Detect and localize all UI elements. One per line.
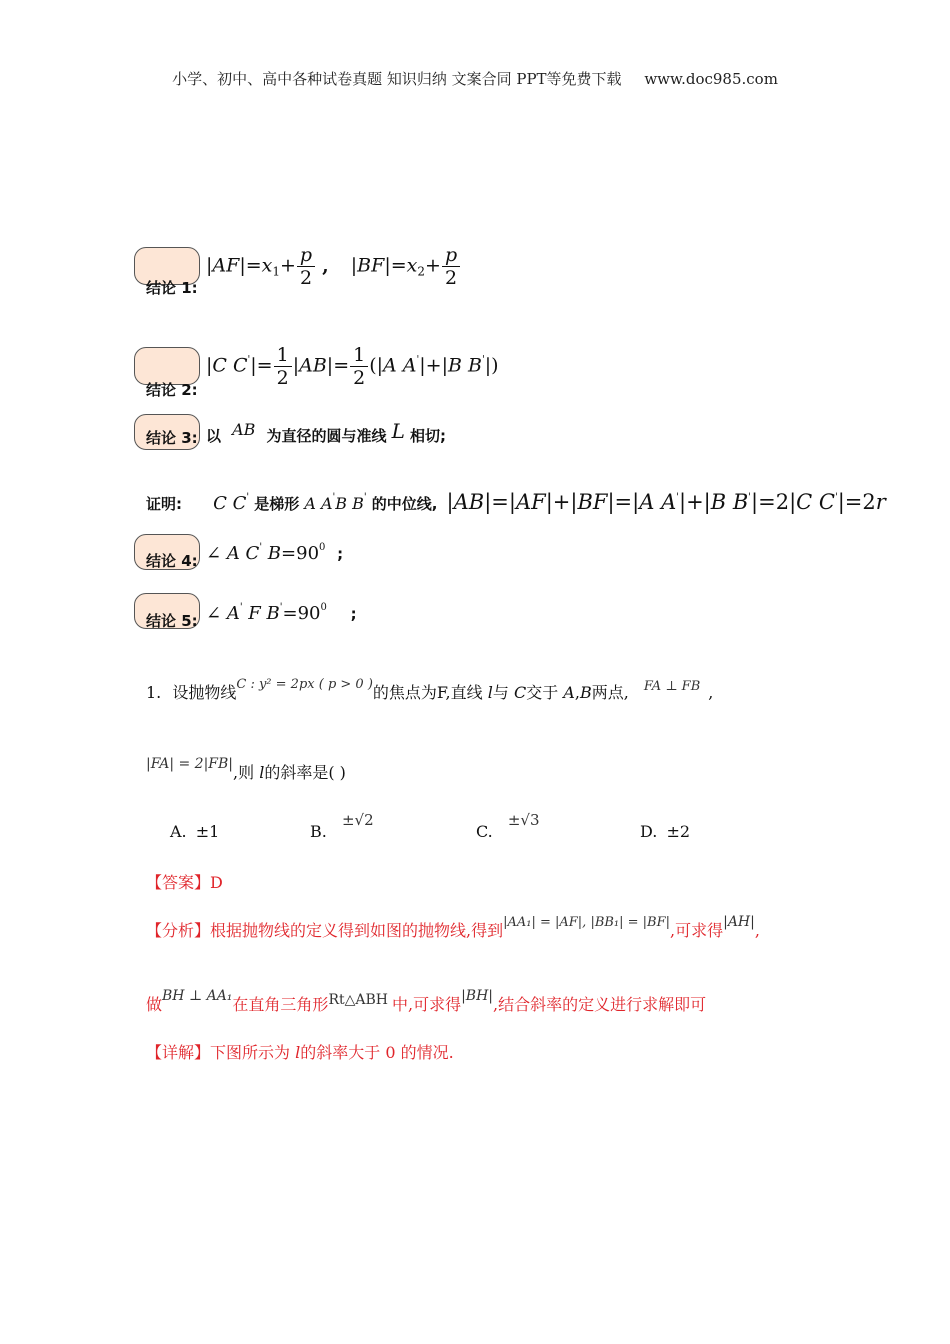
conclusion-2-label: 结论 2: [146,381,198,399]
option-b[interactable]: B. ±√2 [310,811,374,841]
page-header [0,68,950,89]
detail-line: 【详解】下图所示为 l的斜率大于 0 的情况. [146,1043,454,1062]
question-1-stem-line2: |FA| = 2|FB|,则 l的斜率是( ) [146,756,346,782]
conclusion-1-label: 结论 1: [146,279,198,297]
analysis-line-1: 【分析】根据抛物线的定义得到如图的抛物线,得到$^{|AA_1| = |AF|, |BB_1| = |BF|}$,可求得|AH|, [146,914,760,940]
option-a[interactable]: A. ±1 [170,822,220,841]
analysis-line-2: 做BH ⊥ AA₁在直角三角形Rt△ABH 中,可求得|BH|,结合斜率的定义进行求解即可 [146,988,707,1014]
proof-line: 证明: C C' 是梯形 A A'B B' 的中位线, |AB|=|AF|+|BF|=|A A'|+|B B'|=2|C C'|=2r [146,490,886,514]
conclusion-3-text: 以 AB 为直径的圆与准线 L 相切; [206,419,446,445]
header-site: www.doc985.com [644,70,778,88]
conclusion-5-formula: ∠ A' F $B'=90^0$ ; [206,602,357,624]
option-c[interactable]: C. ±√3 [476,811,540,841]
conclusion-4-label: 结论 4: [146,552,198,570]
question-1-stem: 1. 设抛物线$^{C : y^2 = 2px ( p > 0 )}$的焦点为F,直线 l与 C交于 A,B两点, $^{FA \perp FB}$ , [146,677,714,702]
answer-line: 【答案】D [146,873,223,892]
option-d[interactable]: D. ±2 [640,822,691,841]
conclusion-2-formula: |C C'|= $\frac{1}{2}$ |AB|= $\frac{1}{2}$ (|A A'|+|B B'|) [206,344,499,389]
conclusion-4-formula: ∠ A C' $B=90^0$ ; [206,542,344,564]
header-text: 小学、初中、高中各种试卷真题 知识归纳 文案合同 PPT等免费下载 [172,70,622,88]
conclusion-1-formula: $|AF|=x_1+$ $\frac{p}{2}$ , $|BF|=x_2+$ $\frac{p}{2}$ [206,244,461,289]
conclusion-3-label: 结论 3: [146,429,198,447]
conclusion-5-label: 结论 5: [146,612,198,630]
